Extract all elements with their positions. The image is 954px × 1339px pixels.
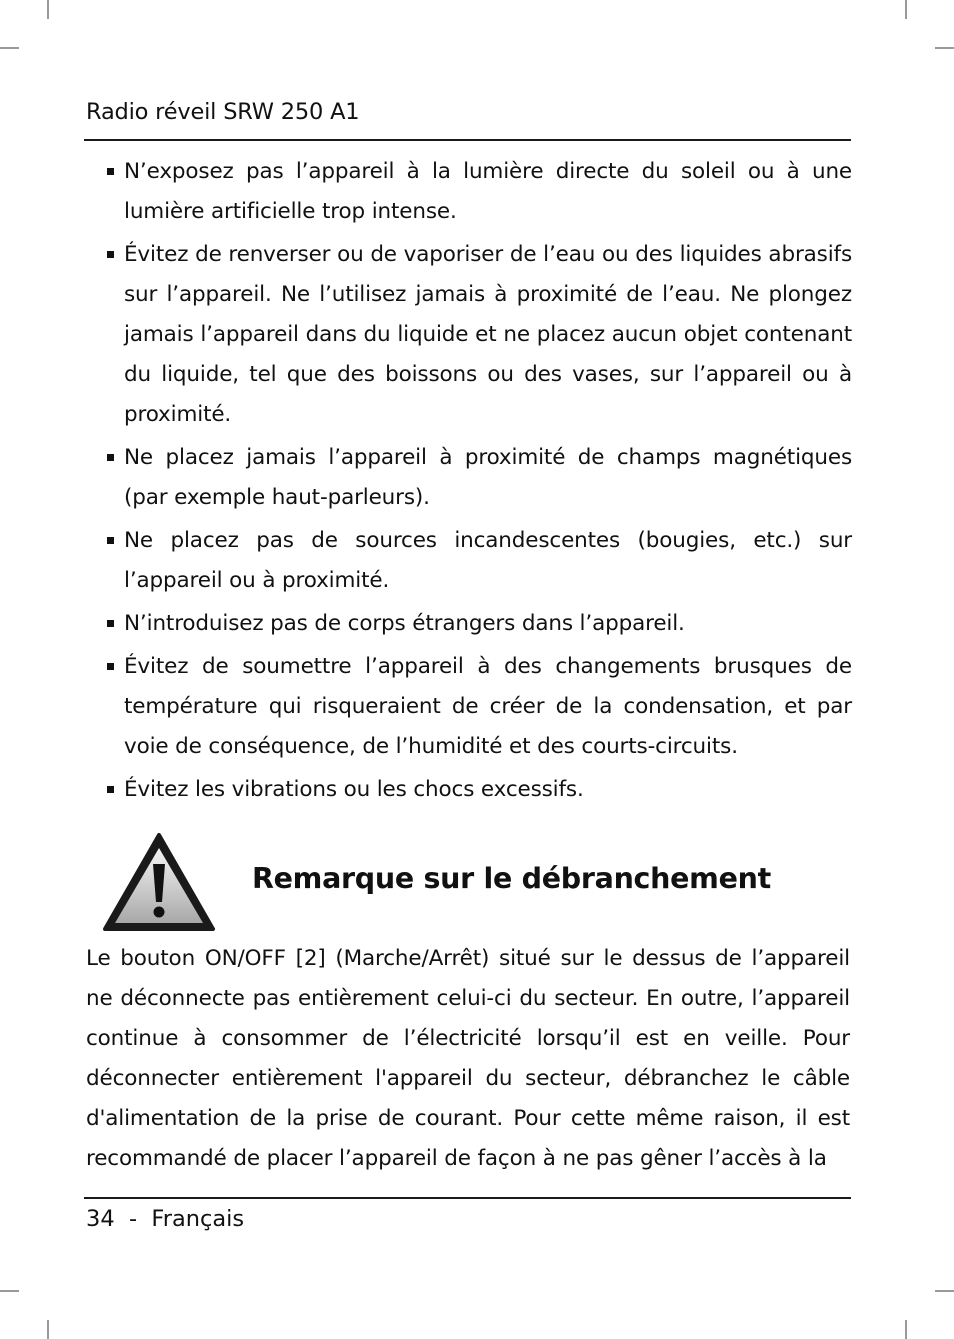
bullet-square-icon (107, 620, 114, 627)
crop-mark (935, 1290, 954, 1292)
list-item (104, 438, 852, 518)
crop-mark (47, 0, 49, 19)
bullet-square-icon (107, 454, 114, 461)
list-item-text: Ne placez jamais l’appareil à proximité de champs magnétiques (par exemple haut-parleurs). (124, 445, 852, 510)
list-item-text: Ne placez pas de sources incandescentes (bougies, etc.) sur l’appareil ou à proximité. (124, 528, 852, 593)
section-title: Remarque sur le débranchement (252, 862, 771, 895)
list-item-text: Évitez les vibrations ou les chocs excessifs. (124, 777, 584, 802)
footer-language: Français (151, 1206, 245, 1232)
list-item (104, 235, 852, 435)
safety-list (104, 152, 852, 813)
list-item-text: N’introduisez pas de corps étrangers dans l’appareil. (124, 611, 685, 636)
list-item-text: N’exposez pas l’appareil à la lumière directe du soleil ou à une lumière artificielle trop intense. (124, 159, 852, 224)
list-item (104, 770, 852, 810)
list-item (104, 647, 852, 767)
crop-mark (0, 1290, 19, 1292)
footer-rule (84, 1197, 851, 1199)
body-paragraph: Le bouton ON/OFF [2] (Marche/Arrêt) situé sur le dessus de l’appareil ne déconnecte pas entièrement celui-ci du secteur. En outre, l’appareil continue à consommer de l’électricité lorsqu’il est en veille. Pour déconnecter entièrement l'appareil du secteur, débranchez le câble d'alimentation de la prise de courant. Pour cette même raison, il est recommandé de placer l’appareil de façon à ne pas gêner l’accès à la (86, 946, 850, 1171)
crop-mark (905, 1320, 907, 1339)
crop-mark (935, 47, 954, 49)
bullet-square-icon (107, 168, 114, 175)
crop-mark (0, 47, 19, 49)
bullet-square-icon (107, 663, 114, 670)
bullet-square-icon (107, 251, 114, 258)
page-footer (86, 1206, 244, 1232)
crop-mark (47, 1320, 49, 1339)
warning-triangle-icon (102, 832, 216, 932)
list-item-text: Évitez de renverser ou de vaporiser de l’eau ou des liquides abrasifs sur l’appareil. Ne l’utilisez jamais à proximité de l’eau. Ne plongez jamais l’appareil dans du liquide et ne placez aucun objet contenant du liquide, tel que des boissons ou des vases, sur l’appareil ou à proximité. (124, 242, 852, 427)
bullet-square-icon (107, 537, 114, 544)
bullet-square-icon (107, 786, 114, 793)
list-item (104, 152, 852, 232)
header-rule (84, 139, 851, 141)
list-item (104, 604, 852, 644)
running-header: Radio réveil SRW 250 A1 (86, 99, 360, 125)
footer-separator: - (128, 1206, 138, 1232)
crop-mark (905, 0, 907, 19)
list-item-text: Évitez de soumettre l’appareil à des changements brusques de température qui risqueraient de créer de la condensation, et par voie de conséquence, de l’humidité et des courts-circuits. (124, 654, 852, 759)
page-number: 34 (86, 1206, 115, 1232)
list-item (104, 521, 852, 601)
